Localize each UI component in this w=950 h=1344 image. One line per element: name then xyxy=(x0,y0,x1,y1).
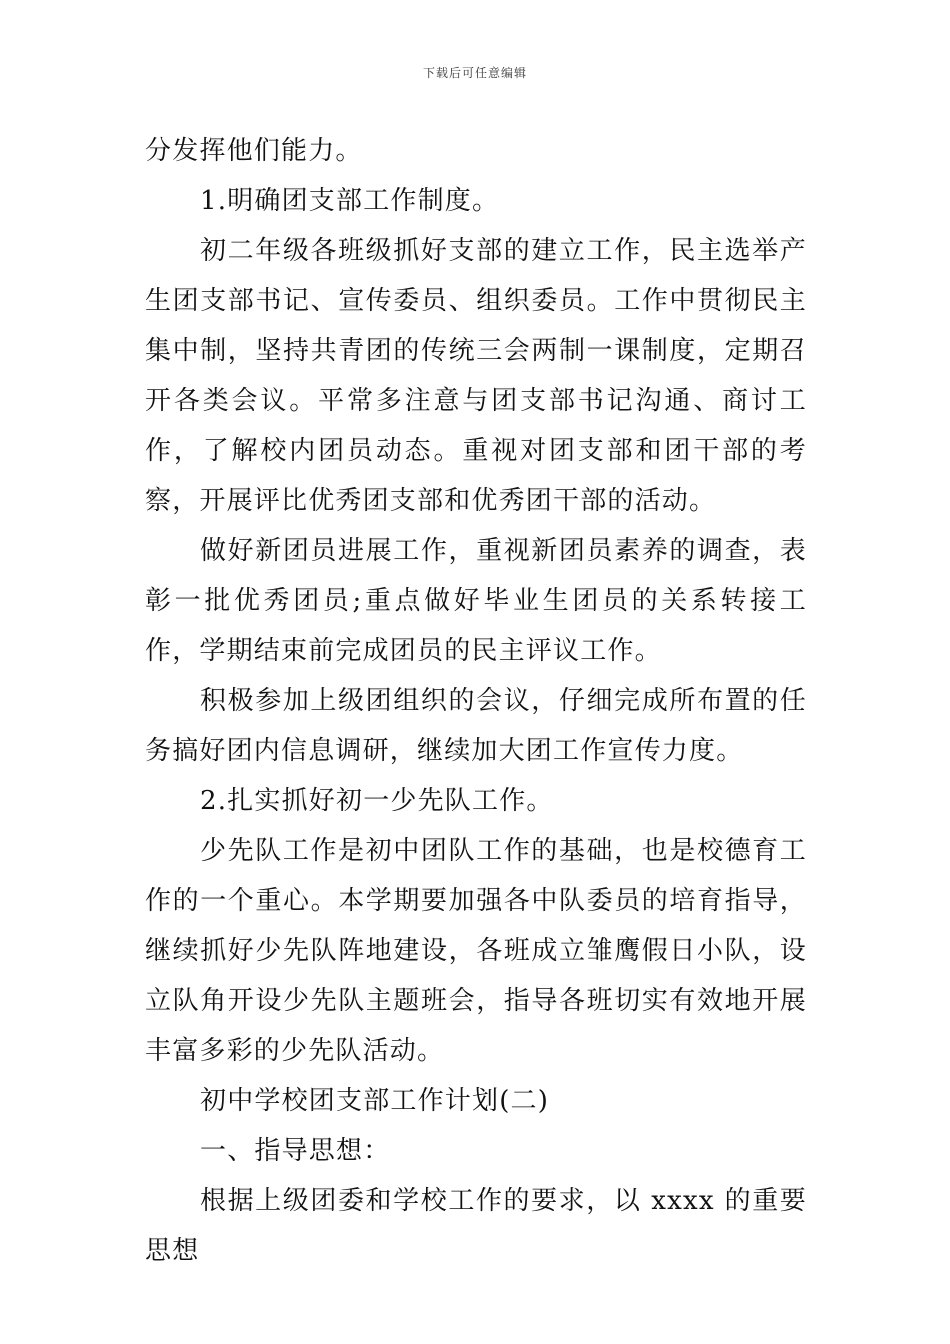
paragraph-2: 1.明确团支部工作制度。 xyxy=(200,186,500,216)
document-body xyxy=(145,126,807,1276)
paragraph-6: 2.扎实抓好初一少先队工作。 xyxy=(200,786,554,816)
paragraph-7: 少先队工作是初中团队工作的基础，也是校德育工作的一个重心。本学期要加强各中队委员的培育指导，继续抓好少先队阵地建设，各班成立雏鹰假日小队，设立队角开设少先队主题班会，指导各班切实有效地开展丰富多彩的少先队活动。 xyxy=(145,836,807,1066)
paragraph-8: 初中学校团支部工作计划(二) xyxy=(200,1086,550,1116)
paragraph-9: 一、指导思想： xyxy=(200,1136,391,1166)
paragraph-5: 积极参加上级团组织的会议，仔细完成所布置的任务搞好团内信息调研，继续加大团工作宣传力度。 xyxy=(145,686,807,766)
paragraph-3: 初二年级各班级抓好支部的建立工作，民主选举产生团支部书记、宣传委员、组织委员。工作中贯彻民主集中制，坚持共青团的传统三会两制一课制度，定期召开各类会议。平常多注意与团支部书记沟通、商讨工作，了解校内团员动态。重视对团支部和团干部的考察，开展评比优秀团支部和优秀团干部的活动。 xyxy=(145,236,807,516)
paragraph-1: 分发挥他们能力。 xyxy=(145,136,363,166)
page-header: 下载后可任意编辑 xyxy=(422,66,527,80)
paragraph-10: 根据上级团委和学校工作的要求，以 xxxx 的重要思想 xyxy=(145,1186,807,1266)
paragraph-4: 做好新团员进展工作，重视新团员素养的调查，表彰一批优秀团员;重点做好毕业生团员的关系转接工作，学期结束前完成团员的民主评议工作。 xyxy=(145,536,807,666)
